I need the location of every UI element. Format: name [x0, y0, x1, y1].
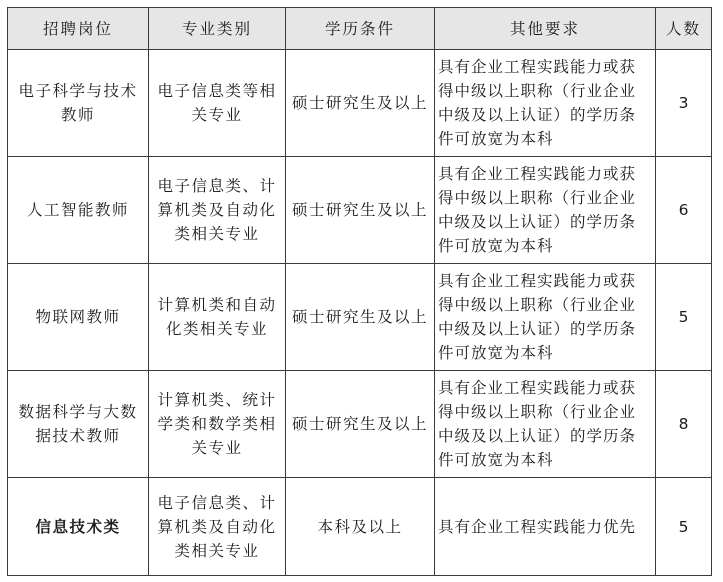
cell-education: 硕士研究生及以上 [286, 50, 435, 157]
table-row [8, 264, 712, 371]
cell-position: 数据科学与大数据技术教师 [8, 371, 149, 478]
header-row [8, 8, 712, 50]
table-row [8, 157, 712, 264]
header-major: 专业类别 [149, 8, 286, 50]
cell-requirement: 具有企业工程实践能力或获得中级以上职称（行业企业中级及以上认证）的学历条件可放宽为本科 [435, 157, 656, 264]
table-row [8, 478, 712, 576]
cell-education: 本科及以上 [286, 478, 435, 576]
cell-major: 电子信息类、计算机类及自动化类相关专业 [149, 478, 286, 576]
cell-requirement: 具有企业工程实践能力优先 [435, 478, 656, 576]
table-header [8, 8, 712, 50]
cell-major: 计算机类和自动化类相关专业 [149, 264, 286, 371]
table-row [8, 371, 712, 478]
cell-education: 硕士研究生及以上 [286, 157, 435, 264]
header-requirement: 其他要求 [435, 8, 656, 50]
cell-education: 硕士研究生及以上 [286, 264, 435, 371]
cell-count: 3 [656, 50, 712, 157]
cell-education: 硕士研究生及以上 [286, 371, 435, 478]
table-row [8, 50, 712, 157]
cell-count: 8 [656, 371, 712, 478]
cell-position: 人工智能教师 [8, 157, 149, 264]
cell-position: 电子科学与技术教师 [8, 50, 149, 157]
cell-requirement: 具有企业工程实践能力或获得中级以上职称（行业企业中级及以上认证）的学历条件可放宽为本科 [435, 264, 656, 371]
cell-major: 电子信息类、计算机类及自动化类相关专业 [149, 157, 286, 264]
cell-major: 电子信息类等相关专业 [149, 50, 286, 157]
cell-requirement: 具有企业工程实践能力或获得中级以上职称（行业企业中级及以上认证）的学历条件可放宽为本科 [435, 50, 656, 157]
cell-position: 信息技术类 [8, 478, 149, 576]
header-education: 学历条件 [286, 8, 435, 50]
header-position: 招聘岗位 [8, 8, 149, 50]
recruitment-table [7, 7, 712, 576]
cell-position: 物联网教师 [8, 264, 149, 371]
cell-requirement: 具有企业工程实践能力或获得中级以上职称（行业企业中级及以上认证）的学历条件可放宽为本科 [435, 371, 656, 478]
cell-major: 计算机类、统计学类和数学类相关专业 [149, 371, 286, 478]
cell-count: 6 [656, 157, 712, 264]
cell-count: 5 [656, 478, 712, 576]
table-body [8, 50, 712, 576]
header-count: 人数 [656, 8, 712, 50]
cell-count: 5 [656, 264, 712, 371]
